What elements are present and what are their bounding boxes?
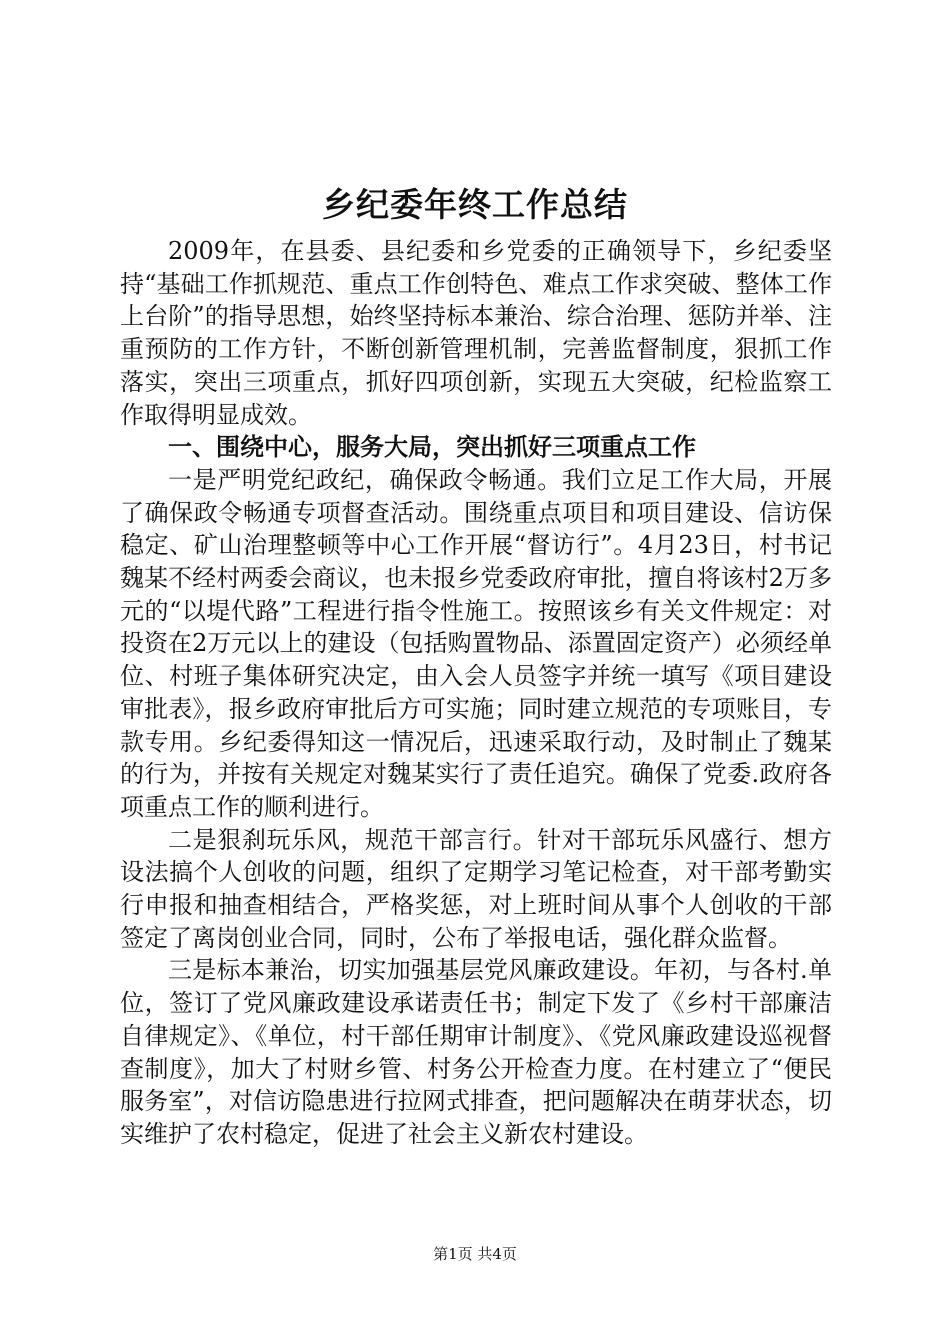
paragraph-item-3: 三是标本兼治，切实加强基层党风廉政建设。年初，与各村.单位，签订了党风廉政建设承诺责任书；制定下发了《乡村干部廉洁自律规定》、《单位，村干部任期审计制度》、《党风廉政建设巡视督查制度》，加大了村财乡管、村务公开检查力度。在村建立了“便民服务室”，对信访隐患进行拉网式排查，把问题解决在萌芽状态，切实维护了农村稳定，促进了社会主义新农村建设。	[120, 956, 832, 1148]
page-number-footer: 第1页 共4页	[433, 1245, 517, 1263]
section-heading: 一、围绕中心，服务大局，突出抓好三项重点工作	[168, 433, 696, 462]
paragraph-item-1: 一是严明党纪政纪，确保政令畅通。我们立足工作大局，开展了确保政令畅通专项督查活动。围绕重点项目和项目建设、信访保稳定、矿山治理整顿等中心工作开展“督访行”。4月23日，村书记魏某不经村两委会商议，也未报乡党委政府审批，擅自将该村2万多元的“以堤代路”工程进行指令性施工。按照该乡有关文件规定：对投资在2万元以上的建设（包括购置物品、添置固定资产）必须经单位、村班子集体研究决定，由入会人员签字并统一填写《项目建设审批表》，报乡政府审批后方可实施；同时建立规范的专项账目，专款专用。乡纪委得知这一情况后，迅速采取行动，及时制止了魏某的行为，并按有关规定对魏某实行了责任追究。确保了党委.政府各项重点工作的顺利进行。	[120, 465, 832, 821]
document-title: 乡纪委年终工作总结	[322, 185, 628, 224]
document-body	[120, 235, 832, 1151]
intro-paragraph: 2009年，在县委、县纪委和乡党委的正确领导下，乡纪委坚持“基础工作抓规范、重点工作创特色、难点工作求突破、整体工作上台阶”的指导思想，始终坚持标本兼治、综合治理、惩防并举、注重预防的工作方针，不断创新管理机制，完善监督制度，狠抓工作落实，突出三项重点，抓好四项创新，实现五大突破，纪检监察工作取得明显成效。	[120, 237, 832, 429]
paragraph-item-2: 二是狠刹玩乐风，规范干部言行。针对干部玩乐风盛行、想方设法搞个人创收的问题，组织了定期学习笔记检查，对干部考勤实行申报和抽查相结合，严格奖惩，对上班时间从事个人创收的干部签定了离岗创业合同，同时，公布了举报电话，强化群众监督。	[120, 825, 832, 952]
